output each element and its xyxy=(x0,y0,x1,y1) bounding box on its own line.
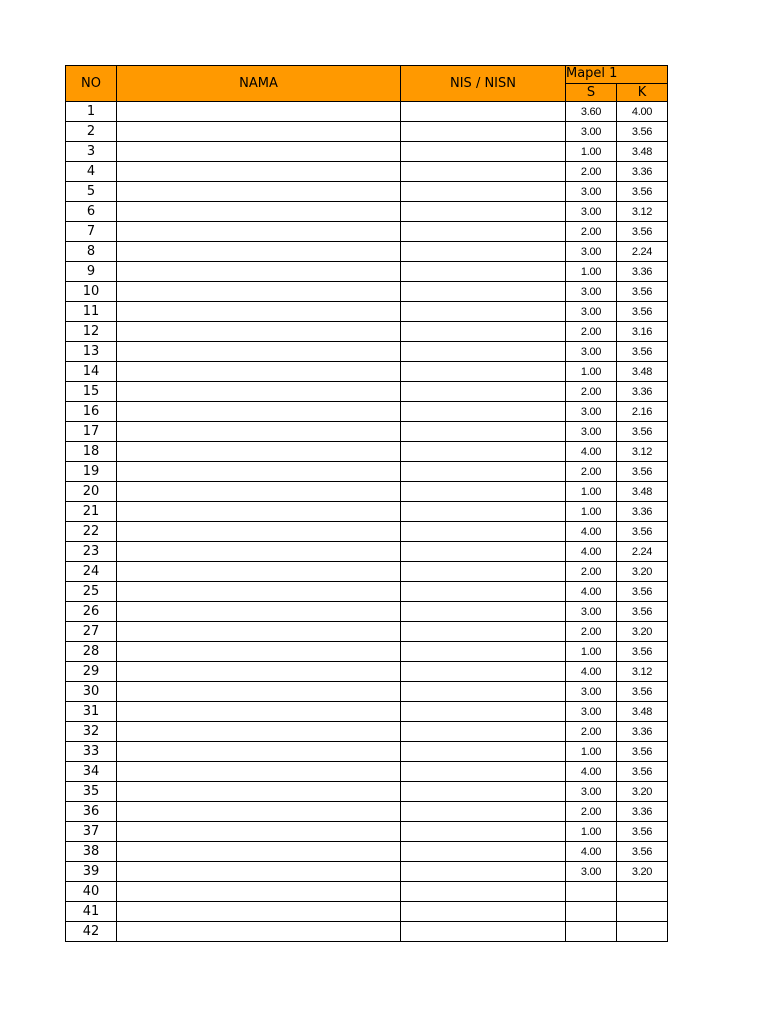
cell-s[interactable]: 3.00 xyxy=(566,402,617,422)
cell-k[interactable]: 3.56 xyxy=(617,342,668,362)
cell-no[interactable]: 21 xyxy=(66,502,117,522)
cell-nama[interactable] xyxy=(117,462,401,482)
table-row xyxy=(66,482,668,502)
table-row xyxy=(66,542,668,562)
cell-nis[interactable] xyxy=(401,882,566,902)
cell-s[interactable]: 2.00 xyxy=(566,162,617,182)
cell-no[interactable]: 18 xyxy=(66,442,117,462)
cell-no[interactable]: 15 xyxy=(66,382,117,402)
cell-nis[interactable] xyxy=(401,822,566,842)
cell-k[interactable]: 3.16 xyxy=(617,322,668,342)
cell-nis[interactable] xyxy=(401,682,566,702)
cell-nama[interactable] xyxy=(117,622,401,642)
table-row xyxy=(66,102,668,122)
cell-nama[interactable] xyxy=(117,202,401,222)
header-mapel-label: Mapel 1 xyxy=(566,66,618,81)
table-row xyxy=(66,402,668,422)
cell-no[interactable]: 11 xyxy=(66,302,117,322)
cell-k[interactable]: 3.56 xyxy=(617,222,668,242)
cell-no[interactable]: 10 xyxy=(66,282,117,302)
cell-k[interactable]: 3.48 xyxy=(617,362,668,382)
table-row xyxy=(66,582,668,602)
cell-nis[interactable] xyxy=(401,242,566,262)
cell-nama[interactable] xyxy=(117,282,401,302)
cell-k[interactable]: 3.56 xyxy=(617,682,668,702)
cell-no[interactable]: 32 xyxy=(66,722,117,742)
cell-nis[interactable] xyxy=(401,702,566,722)
cell-k[interactable]: 2.24 xyxy=(617,542,668,562)
table-row xyxy=(66,442,668,462)
cell-no[interactable]: 16 xyxy=(66,402,117,422)
cell-k[interactable]: 3.56 xyxy=(617,302,668,322)
cell-no[interactable]: 6 xyxy=(66,202,117,222)
cell-s[interactable]: 2.00 xyxy=(566,222,617,242)
cell-s[interactable]: 2.00 xyxy=(566,462,617,482)
cell-s[interactable]: 1.00 xyxy=(566,482,617,502)
cell-k[interactable]: 3.56 xyxy=(617,182,668,202)
cell-nama[interactable] xyxy=(117,222,401,242)
cell-nama[interactable] xyxy=(117,642,401,662)
cell-nis[interactable] xyxy=(401,322,566,342)
cell-no[interactable]: 40 xyxy=(66,882,117,902)
cell-k[interactable]: 3.56 xyxy=(617,762,668,782)
cell-no[interactable]: 30 xyxy=(66,682,117,702)
cell-s[interactable]: 3.00 xyxy=(566,682,617,702)
table-row xyxy=(66,862,668,882)
cell-nama[interactable] xyxy=(117,522,401,542)
table-row xyxy=(66,422,668,442)
cell-no[interactable]: 36 xyxy=(66,802,117,822)
cell-k[interactable]: 3.36 xyxy=(617,382,668,402)
grades-table xyxy=(65,65,668,942)
cell-k[interactable]: 2.24 xyxy=(617,242,668,262)
cell-k[interactable]: 3.48 xyxy=(617,142,668,162)
cell-k[interactable]: 3.12 xyxy=(617,442,668,462)
cell-nama[interactable] xyxy=(117,762,401,782)
cell-nama[interactable] xyxy=(117,782,401,802)
cell-nis[interactable] xyxy=(401,862,566,882)
table-row xyxy=(66,722,668,742)
cell-s[interactable]: 4.00 xyxy=(566,662,617,682)
cell-s[interactable]: 3.00 xyxy=(566,602,617,622)
cell-nis[interactable] xyxy=(401,422,566,442)
table-row xyxy=(66,242,668,262)
cell-nama[interactable] xyxy=(117,562,401,582)
table-row xyxy=(66,802,668,822)
header-s[interactable]: S xyxy=(566,84,617,102)
cell-s[interactable]: 1.00 xyxy=(566,362,617,382)
cell-s[interactable]: 3.00 xyxy=(566,342,617,362)
cell-k[interactable]: 3.56 xyxy=(617,462,668,482)
cell-s[interactable]: 3.60 xyxy=(566,102,617,122)
cell-k[interactable]: 3.20 xyxy=(617,622,668,642)
cell-k[interactable]: 3.56 xyxy=(617,822,668,842)
table-row xyxy=(66,562,668,582)
cell-k[interactable]: 3.12 xyxy=(617,202,668,222)
cell-nis[interactable] xyxy=(401,582,566,602)
cell-k[interactable]: 3.48 xyxy=(617,482,668,502)
cell-nis[interactable] xyxy=(401,122,566,142)
cell-nama[interactable] xyxy=(117,142,401,162)
cell-k[interactable]: 3.20 xyxy=(617,862,668,882)
cell-nis[interactable] xyxy=(401,562,566,582)
cell-no[interactable]: 7 xyxy=(66,222,117,242)
cell-nama[interactable] xyxy=(117,822,401,842)
cell-k[interactable]: 3.36 xyxy=(617,502,668,522)
table-row xyxy=(66,762,668,782)
table-row xyxy=(66,882,668,902)
cell-k[interactable] xyxy=(617,922,668,942)
cell-nis[interactable] xyxy=(401,282,566,302)
cell-no[interactable]: 42 xyxy=(66,922,117,942)
cell-nama[interactable] xyxy=(117,882,401,902)
cell-no[interactable]: 3 xyxy=(66,142,117,162)
cell-nis[interactable] xyxy=(401,442,566,462)
cell-no[interactable]: 23 xyxy=(66,542,117,562)
table-row xyxy=(66,382,668,402)
cell-no[interactable]: 25 xyxy=(66,582,117,602)
cell-nis[interactable] xyxy=(401,602,566,622)
cell-k[interactable]: 3.56 xyxy=(617,522,668,542)
cell-s[interactable] xyxy=(566,902,617,922)
cell-no[interactable]: 35 xyxy=(66,782,117,802)
cell-s[interactable] xyxy=(566,882,617,902)
cell-nis[interactable] xyxy=(401,722,566,742)
cell-nama[interactable] xyxy=(117,322,401,342)
cell-nama[interactable] xyxy=(117,502,401,522)
table-row xyxy=(66,162,668,182)
cell-nis[interactable] xyxy=(401,302,566,322)
cell-s[interactable]: 3.00 xyxy=(566,182,617,202)
table-row xyxy=(66,702,668,722)
cell-nis[interactable] xyxy=(401,782,566,802)
cell-no[interactable]: 34 xyxy=(66,762,117,782)
cell-nama[interactable] xyxy=(117,602,401,622)
cell-nama[interactable] xyxy=(117,722,401,742)
cell-k[interactable]: 3.56 xyxy=(617,842,668,862)
cell-nis[interactable] xyxy=(401,542,566,562)
cell-no[interactable]: 8 xyxy=(66,242,117,262)
cell-nis[interactable] xyxy=(401,342,566,362)
cell-nama[interactable] xyxy=(117,802,401,822)
table-row xyxy=(66,302,668,322)
table-row xyxy=(66,742,668,762)
cell-nis[interactable] xyxy=(401,802,566,822)
cell-nama[interactable] xyxy=(117,342,401,362)
cell-no[interactable]: 24 xyxy=(66,562,117,582)
cell-nama[interactable] xyxy=(117,402,401,422)
header-k[interactable]: K xyxy=(617,84,668,102)
cell-k[interactable]: 3.56 xyxy=(617,582,668,602)
cell-s[interactable]: 1.00 xyxy=(566,502,617,522)
cell-nama[interactable] xyxy=(117,262,401,282)
cell-s[interactable]: 4.00 xyxy=(566,442,617,462)
table-row xyxy=(66,922,668,942)
header-nis[interactable]: NIS / NISN xyxy=(401,66,566,102)
cell-nama[interactable] xyxy=(117,442,401,462)
cell-nama[interactable] xyxy=(117,382,401,402)
cell-s[interactable]: 2.00 xyxy=(566,622,617,642)
cell-no[interactable]: 1 xyxy=(66,102,117,122)
cell-k[interactable]: 3.56 xyxy=(617,282,668,302)
table-row xyxy=(66,182,668,202)
table-row xyxy=(66,202,668,222)
table-row xyxy=(66,282,668,302)
cell-k[interactable]: 3.36 xyxy=(617,162,668,182)
cell-k[interactable]: 3.20 xyxy=(617,782,668,802)
cell-nis[interactable] xyxy=(401,502,566,522)
cell-no[interactable]: 9 xyxy=(66,262,117,282)
cell-s[interactable]: 3.00 xyxy=(566,202,617,222)
cell-s[interactable]: 4.00 xyxy=(566,842,617,862)
cell-nis[interactable] xyxy=(401,402,566,422)
cell-nama[interactable] xyxy=(117,842,401,862)
cell-nis[interactable] xyxy=(401,522,566,542)
cell-k[interactable]: 3.56 xyxy=(617,122,668,142)
cell-nama[interactable] xyxy=(117,362,401,382)
cell-nis[interactable] xyxy=(401,762,566,782)
table-row xyxy=(66,322,668,342)
cell-nama[interactable] xyxy=(117,682,401,702)
cell-s[interactable]: 3.00 xyxy=(566,422,617,442)
cell-no[interactable]: 41 xyxy=(66,902,117,922)
cell-k[interactable]: 3.20 xyxy=(617,562,668,582)
cell-s[interactable] xyxy=(566,922,617,942)
cell-no[interactable]: 39 xyxy=(66,862,117,882)
cell-nama[interactable] xyxy=(117,182,401,202)
cell-s[interactable]: 3.00 xyxy=(566,302,617,322)
cell-no[interactable]: 4 xyxy=(66,162,117,182)
cell-s[interactable]: 2.00 xyxy=(566,322,617,342)
table-row xyxy=(66,662,668,682)
cell-s[interactable]: 3.00 xyxy=(566,122,617,142)
cell-no[interactable]: 12 xyxy=(66,322,117,342)
cell-no[interactable]: 28 xyxy=(66,642,117,662)
cell-no[interactable]: 26 xyxy=(66,602,117,622)
cell-s[interactable]: 2.00 xyxy=(566,722,617,742)
cell-nis[interactable] xyxy=(401,742,566,762)
cell-k[interactable]: 3.56 xyxy=(617,642,668,662)
table-row xyxy=(66,622,668,642)
cell-s[interactable]: 2.00 xyxy=(566,562,617,582)
cell-s[interactable]: 4.00 xyxy=(566,582,617,602)
cell-k[interactable]: 3.36 xyxy=(617,722,668,742)
table-row xyxy=(66,822,668,842)
cell-no[interactable]: 29 xyxy=(66,662,117,682)
cell-k[interactable]: 3.56 xyxy=(617,742,668,762)
cell-nama[interactable] xyxy=(117,582,401,602)
table-row xyxy=(66,842,668,862)
header-no[interactable]: NO xyxy=(66,66,117,102)
cell-no[interactable]: 37 xyxy=(66,822,117,842)
cell-nama[interactable] xyxy=(117,102,401,122)
cell-s[interactable]: 4.00 xyxy=(566,522,617,542)
table-row xyxy=(66,642,668,662)
table-row xyxy=(66,682,668,702)
header-mapel[interactable] xyxy=(566,66,668,84)
cell-nama[interactable] xyxy=(117,902,401,922)
cell-nis[interactable] xyxy=(401,142,566,162)
cell-nama[interactable] xyxy=(117,242,401,262)
header-nama[interactable]: NAMA xyxy=(117,66,401,102)
cell-k[interactable]: 3.56 xyxy=(617,602,668,622)
cell-nis[interactable] xyxy=(401,202,566,222)
table-row xyxy=(66,262,668,282)
cell-nis[interactable] xyxy=(401,182,566,202)
cell-nama[interactable] xyxy=(117,922,401,942)
cell-no[interactable]: 2 xyxy=(66,122,117,142)
cell-s[interactable]: 3.00 xyxy=(566,862,617,882)
cell-nis[interactable] xyxy=(401,362,566,382)
cell-no[interactable]: 19 xyxy=(66,462,117,482)
cell-k[interactable]: 3.48 xyxy=(617,702,668,722)
cell-no[interactable]: 13 xyxy=(66,342,117,362)
table-row xyxy=(66,142,668,162)
cell-nis[interactable] xyxy=(401,482,566,502)
cell-nis[interactable] xyxy=(401,922,566,942)
cell-nis[interactable] xyxy=(401,622,566,642)
cell-nama[interactable] xyxy=(117,162,401,182)
cell-k[interactable]: 3.56 xyxy=(617,422,668,442)
table-row xyxy=(66,462,668,482)
table-row xyxy=(66,502,668,522)
cell-nama[interactable] xyxy=(117,702,401,722)
table-row xyxy=(66,222,668,242)
cell-k[interactable]: 4.00 xyxy=(617,102,668,122)
cell-nis[interactable] xyxy=(401,162,566,182)
cell-s[interactable]: 3.00 xyxy=(566,702,617,722)
cell-k[interactable]: 3.36 xyxy=(617,262,668,282)
cell-nis[interactable] xyxy=(401,902,566,922)
table-row xyxy=(66,362,668,382)
cell-nis[interactable] xyxy=(401,222,566,242)
cell-no[interactable]: 14 xyxy=(66,362,117,382)
cell-no[interactable]: 5 xyxy=(66,182,117,202)
table-row xyxy=(66,522,668,542)
cell-k[interactable]: 2.16 xyxy=(617,402,668,422)
cell-k[interactable]: 3.12 xyxy=(617,662,668,682)
cell-s[interactable]: 1.00 xyxy=(566,642,617,662)
cell-nis[interactable] xyxy=(401,102,566,122)
cell-s[interactable]: 4.00 xyxy=(566,542,617,562)
cell-nis[interactable] xyxy=(401,262,566,282)
cell-s[interactable]: 3.00 xyxy=(566,242,617,262)
cell-nama[interactable] xyxy=(117,482,401,502)
cell-nis[interactable] xyxy=(401,842,566,862)
cell-s[interactable]: 3.00 xyxy=(566,282,617,302)
cell-no[interactable]: 20 xyxy=(66,482,117,502)
cell-nama[interactable] xyxy=(117,302,401,322)
table-row xyxy=(66,342,668,362)
cell-s[interactable]: 1.00 xyxy=(566,822,617,842)
cell-no[interactable]: 31 xyxy=(66,702,117,722)
cell-nis[interactable] xyxy=(401,462,566,482)
cell-s[interactable]: 1.00 xyxy=(566,142,617,162)
cell-no[interactable]: 17 xyxy=(66,422,117,442)
cell-nama[interactable] xyxy=(117,122,401,142)
table-row xyxy=(66,782,668,802)
cell-s[interactable]: 3.00 xyxy=(566,782,617,802)
cell-k[interactable] xyxy=(617,902,668,922)
cell-s[interactable]: 1.00 xyxy=(566,262,617,282)
cell-s[interactable]: 1.00 xyxy=(566,742,617,762)
cell-s[interactable]: 2.00 xyxy=(566,802,617,822)
table-row xyxy=(66,902,668,922)
cell-nama[interactable] xyxy=(117,542,401,562)
table-row xyxy=(66,602,668,622)
cell-nama[interactable] xyxy=(117,422,401,442)
cell-no[interactable]: 22 xyxy=(66,522,117,542)
cell-nama[interactable] xyxy=(117,662,401,682)
cell-k[interactable] xyxy=(617,882,668,902)
cell-nama[interactable] xyxy=(117,742,401,762)
cell-nis[interactable] xyxy=(401,382,566,402)
cell-s[interactable]: 2.00 xyxy=(566,382,617,402)
cell-no[interactable]: 27 xyxy=(66,622,117,642)
cell-k[interactable]: 3.36 xyxy=(617,802,668,822)
cell-no[interactable]: 33 xyxy=(66,742,117,762)
cell-nis[interactable] xyxy=(401,662,566,682)
cell-nis[interactable] xyxy=(401,642,566,662)
table-row xyxy=(66,122,668,142)
cell-s[interactable]: 4.00 xyxy=(566,762,617,782)
cell-no[interactable]: 38 xyxy=(66,842,117,862)
cell-nama[interactable] xyxy=(117,862,401,882)
